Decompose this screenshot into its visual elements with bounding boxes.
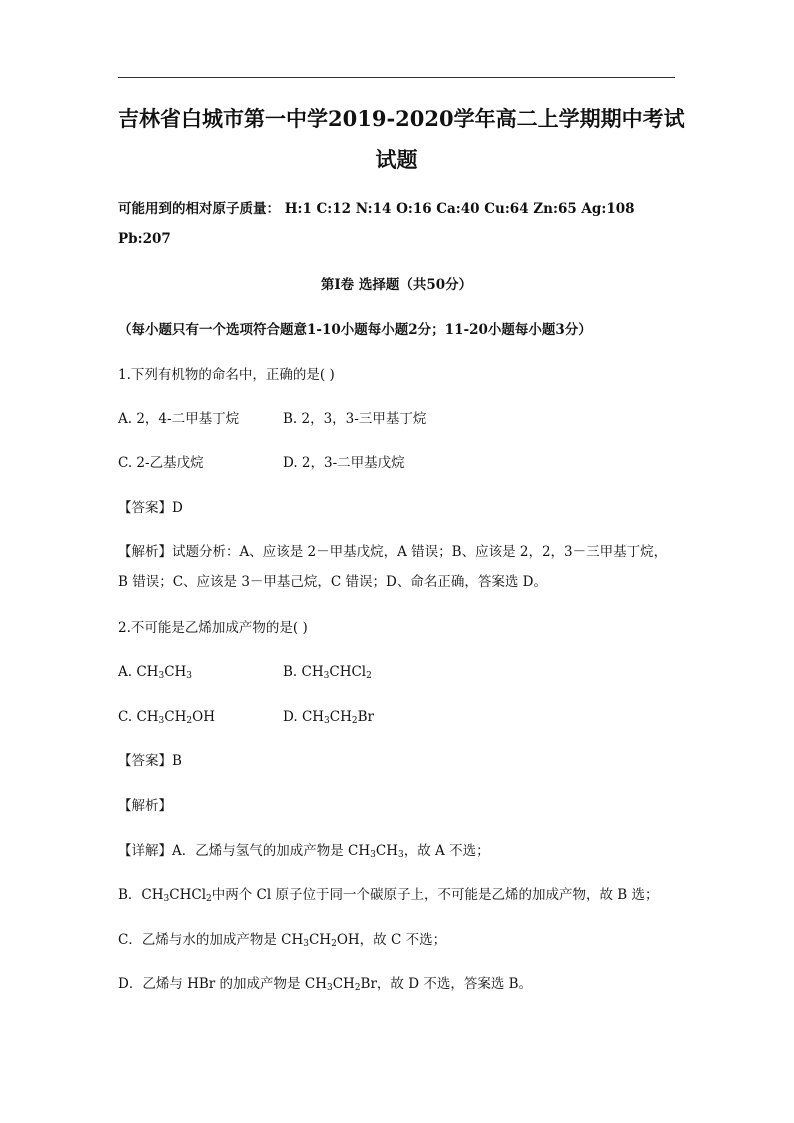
q2-option-d: D. $CH_3CH_2Br$	[283, 709, 374, 726]
atomic-mass-line1: 可能用到的相对原子质量： H:1 C:12 N:14 O:16 Ca:40 Cu:64 Zn:65 Ag:108	[118, 201, 635, 217]
q1-option-a: A. 2，4-二甲基丁烷	[118, 411, 240, 427]
q2-option-b: B. $CH_3CHCl_2$	[283, 664, 372, 681]
q2-answer: 【答案】B	[118, 753, 182, 769]
atomic-mass-line2: Pb:207	[118, 231, 171, 247]
section-title: 第Ⅰ卷 选择题（共50分）	[320, 277, 473, 293]
q1-answer: 【答案】D	[118, 500, 183, 516]
header-rule	[118, 77, 675, 78]
q2-option-c: C. $CH_3CH_2OH$	[118, 709, 215, 726]
q1-analysis-line2: B 错误；C、应该是 3－甲基己烷，C 错误；D、命名正确，答案选 D。	[118, 574, 547, 590]
q1-stem: 1.下列有机物的命名中，正确的是( )	[118, 367, 335, 383]
q1-analysis-line1: 【解析】试题分析：A、应该是 2－甲基戊烷，A 错误；B、应该是 2，2，3－三甲基丁烷，	[118, 544, 668, 560]
section-note: （每小题只有一个选项符合题意1-10小题每小题2分；11-20小题每小题3分）	[118, 322, 592, 338]
document-title-line2: 试题	[375, 147, 418, 172]
q2-detail-c: C．乙烯与水的加成产物是 $CH_3CH_2OH$，故 C 不选；	[118, 932, 447, 949]
q1-option-b: B. 2，3，3-三甲基丁烷	[283, 411, 427, 427]
q2-detail-d: D．乙烯与 HBr 的加成产物是 $CH_3CH_2Br$，故 D 不选，答案选 B。	[118, 976, 533, 993]
q2-stem: 2.不可能是乙烯加成产物的是( )	[118, 620, 308, 636]
q1-option-d: D. 2，3-二甲基戊烷	[283, 455, 405, 471]
q2-detail-a: 【详解】A．乙烯与氢气的加成产物是 $CH_3CH_3$，故 A 不选；	[118, 843, 490, 860]
q2-analysis-heading: 【解析】	[118, 798, 172, 814]
q2-detail-b: B．$CH_3CHCl_2$中两个 Cl 原子位于同一个碳原子上，不可能是乙烯的加成产物，故 B 选；	[118, 887, 659, 904]
q1-option-c: C. 2-乙基戊烷	[118, 455, 204, 471]
document-title-line1: 吉林省白城市第一中学2019-2020学年高二上学期期中考试	[118, 106, 685, 131]
q2-option-a: A. $CH_3CH_3$	[118, 664, 193, 681]
